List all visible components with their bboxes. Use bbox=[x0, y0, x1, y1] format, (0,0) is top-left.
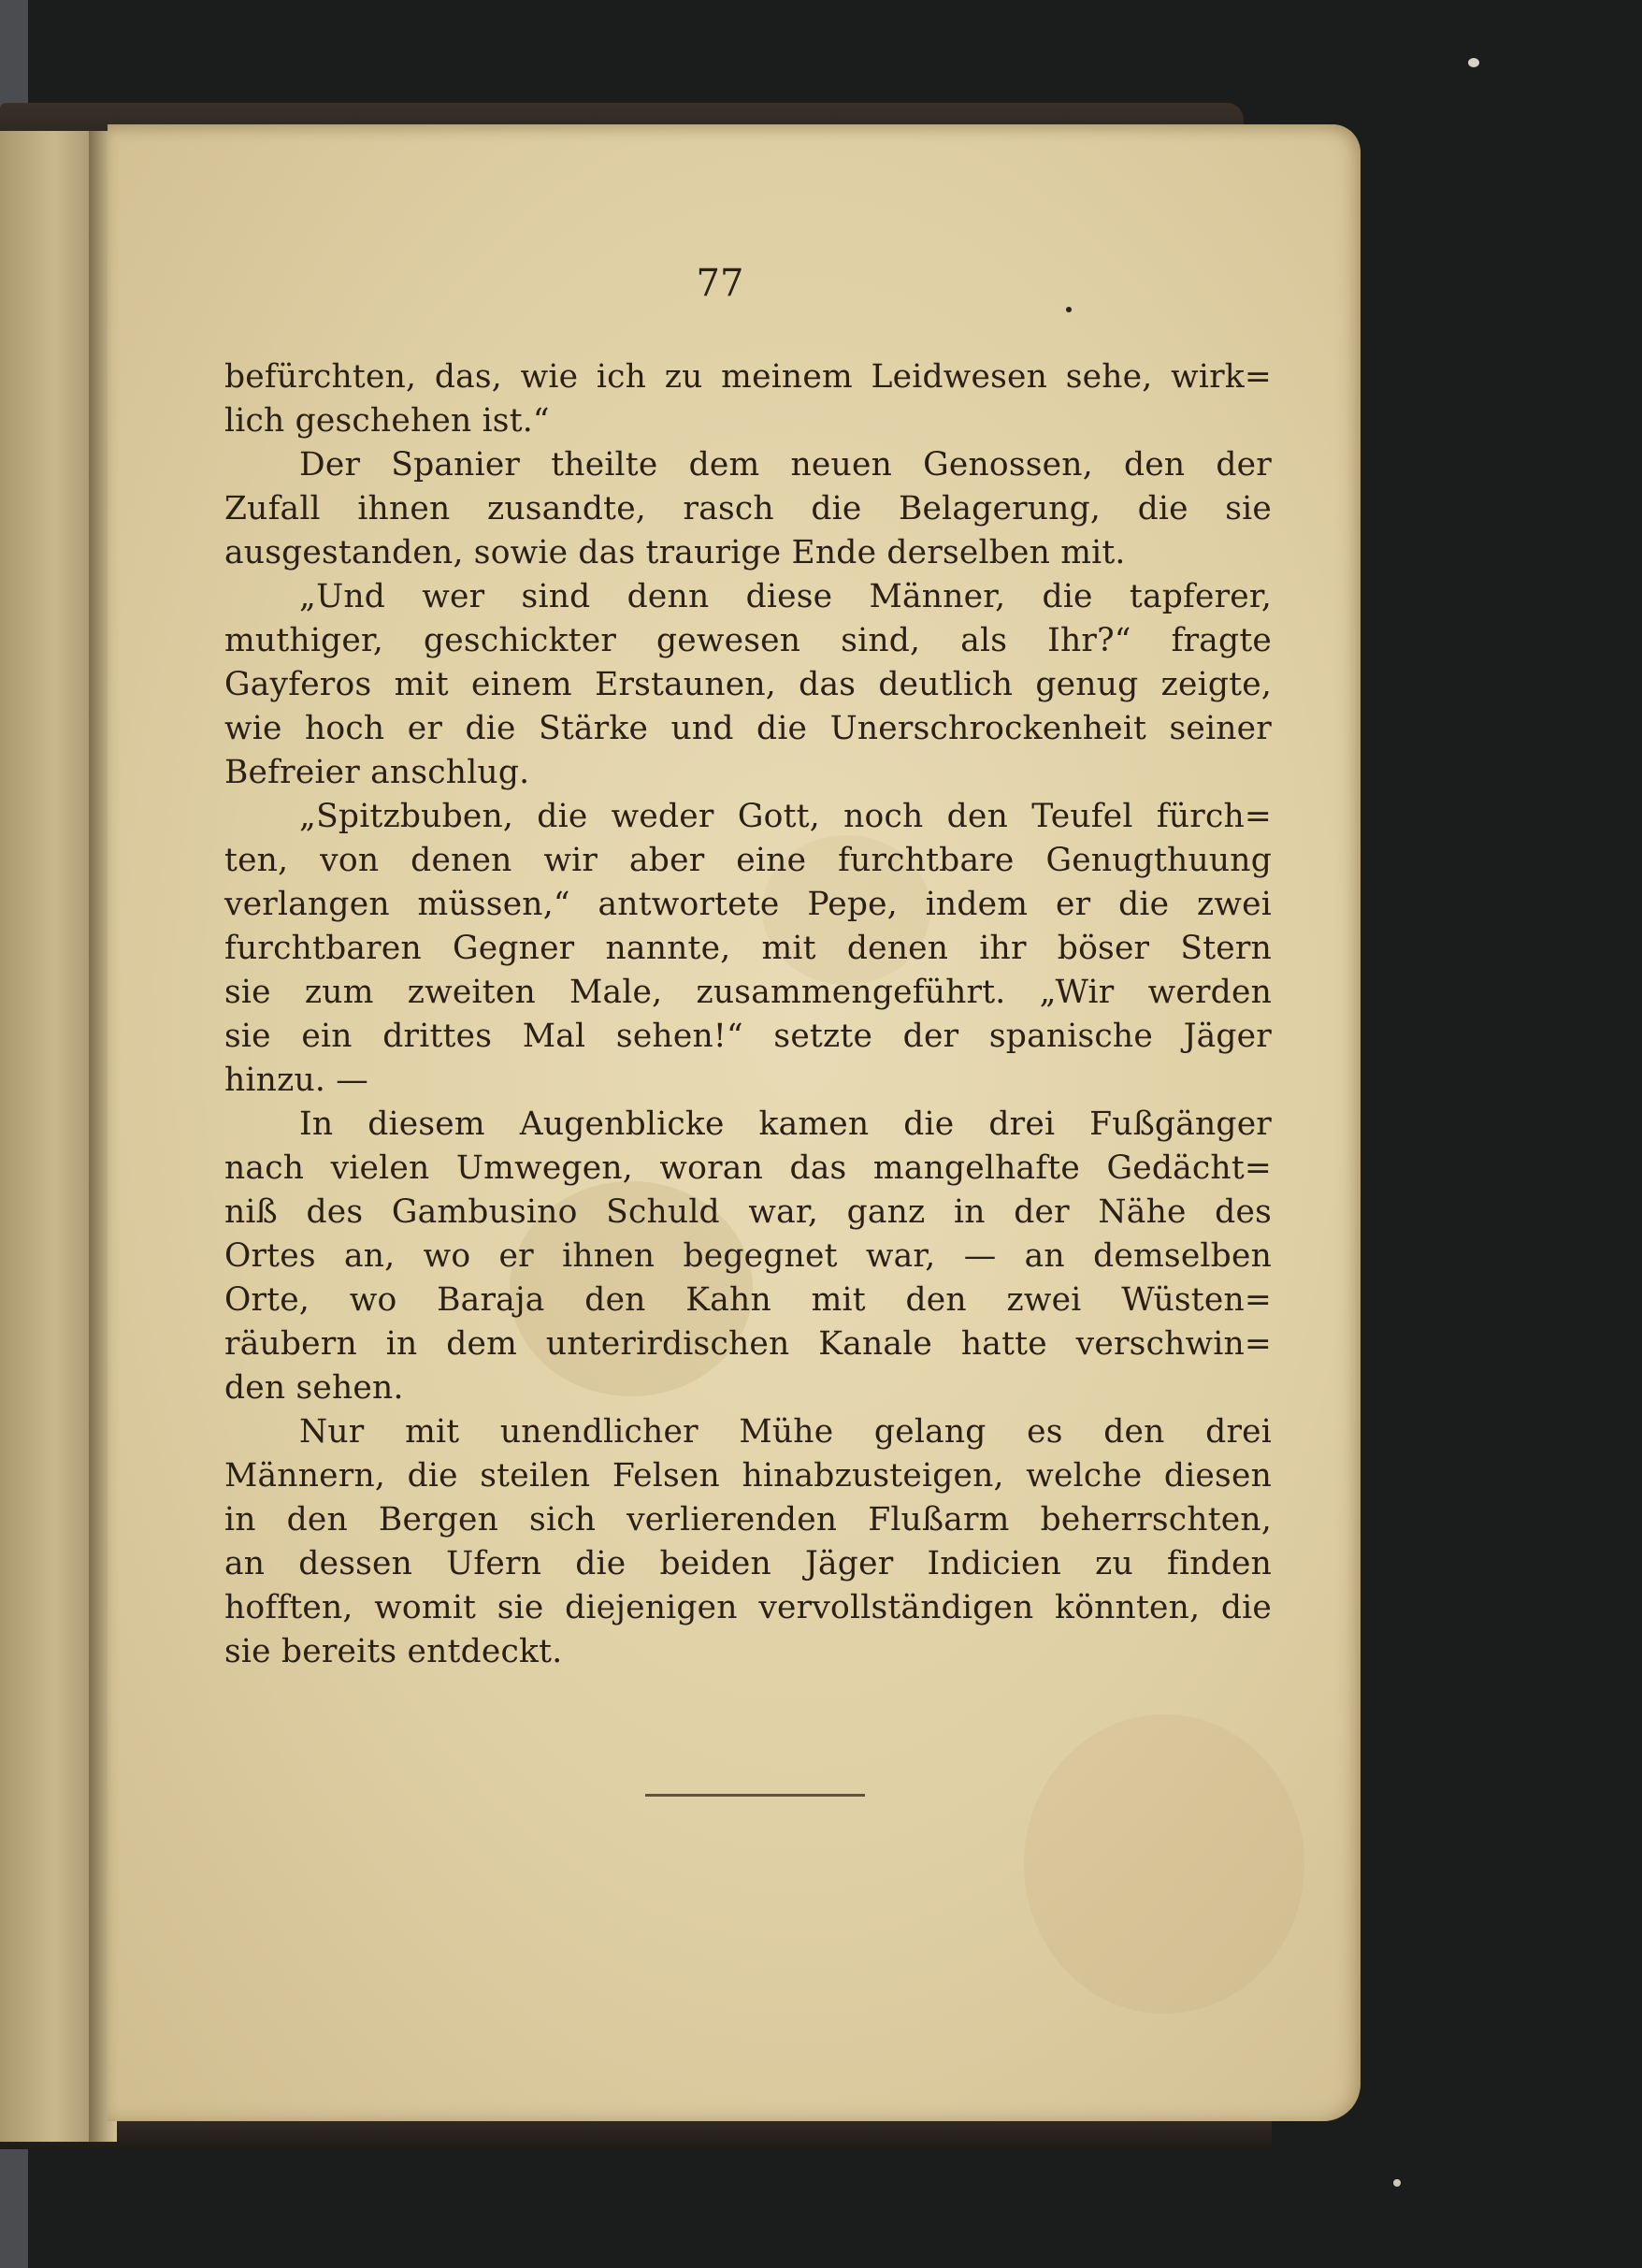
book-cover-edge-bottom bbox=[0, 2121, 1272, 2149]
text-line: furchtbaren Gegner nannte, mit denen ihr böser Stern bbox=[224, 930, 1272, 967]
text-line: Nur mit unendlicher Mühe gelang es den drei bbox=[299, 1413, 1272, 1451]
text-line: Männern, die steilen Felsen hinabzusteigen, welche diesen bbox=[224, 1457, 1272, 1495]
text-line: wie hoch er die Stärke und die Unerschrockenheit seiner bbox=[224, 710, 1272, 747]
text-line: befürchten, das, wie ich zu meinem Leidwesen sehe, wirk= bbox=[224, 358, 1272, 396]
text-line: „Spitzbuben, die weder Gott, noch den Teufel fürch= bbox=[299, 798, 1272, 835]
text-line: ausgestanden, sowie das traurige Ende derselben mit. bbox=[224, 534, 1126, 571]
text-line: Befreier anschlug. bbox=[224, 754, 530, 791]
ink-speck bbox=[1066, 307, 1072, 312]
text-line: nach vielen Umwegen, woran das mangelhafte Gedächt= bbox=[224, 1149, 1272, 1187]
text-line: Orte, wo Baraja den Kahn mit den zwei Wüsten= bbox=[224, 1281, 1272, 1319]
text-line: ten, von denen wir aber eine furchtbare Genugthuung bbox=[224, 842, 1272, 879]
text-line: sie bereits entdeckt. bbox=[224, 1633, 563, 1670]
page-stain bbox=[1024, 1714, 1304, 2014]
text-line: Der Spanier theilte dem neuen Genossen, den der bbox=[299, 446, 1272, 484]
text-line: hofften, womit sie diejenigen vervollständigen könnten, die bbox=[224, 1589, 1272, 1626]
text-line: räubern in dem unterirdischen Kanale hatte verschwin= bbox=[224, 1325, 1272, 1363]
dust-speck bbox=[1468, 58, 1479, 67]
text-line: an dessen Ufern die beiden Jäger Indicien zu finden bbox=[224, 1545, 1272, 1582]
text-line: in den Bergen sich verlierenden Flußarm beherrschten, bbox=[224, 1501, 1272, 1538]
text-line: In diesem Augenblicke kamen die drei Fußgänger bbox=[299, 1105, 1272, 1143]
text-line: „Und wer sind denn diese Männer, die tapferer, bbox=[299, 578, 1272, 615]
text-line: Gayferos mit einem Erstaunen, das deutlich genug zeigte, bbox=[224, 666, 1272, 703]
text-line: Zufall ihnen zusandte, rasch die Belagerung, die sie bbox=[224, 490, 1272, 527]
page-number: 77 bbox=[696, 262, 744, 305]
page-text bbox=[224, 355, 1272, 1674]
text-line: sie ein drittes Mal sehen!“ setzte der spanische Jäger bbox=[224, 1018, 1272, 1055]
section-separator-rule bbox=[645, 1794, 865, 1797]
text-line: den sehen. bbox=[224, 1369, 404, 1407]
text-line: muthiger, geschickter gewesen sind, als Ihr?“ fragte bbox=[224, 622, 1272, 659]
dust-speck bbox=[1393, 2179, 1401, 2187]
text-line: lich geschehen ist.“ bbox=[224, 402, 550, 440]
text-line: sie zum zweiten Male, zusammengeführt. „Wir werden bbox=[224, 974, 1272, 1011]
text-line: Ortes an, wo er ihnen begegnet war, — an demselben bbox=[224, 1237, 1272, 1275]
text-line: verlangen müssen,“ antwortete Pepe, indem er die zwei bbox=[224, 886, 1272, 923]
text-line: hinzu. — bbox=[224, 1062, 368, 1099]
text-line: niß des Gambusino Schuld war, ganz in der Nähe des bbox=[224, 1193, 1272, 1231]
left-page-edge bbox=[0, 131, 98, 2142]
